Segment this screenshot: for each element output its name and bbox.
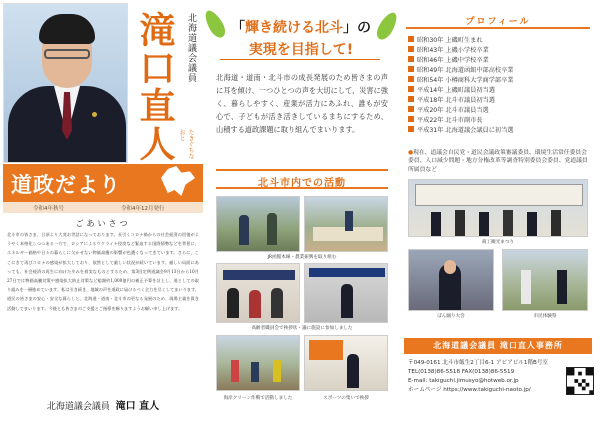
- office-address: 〒049-0161 北斗市飯生2丁目6-1 アビアビル1階B号室: [408, 360, 549, 366]
- activities-header-label: 北斗市内での活動: [258, 178, 346, 189]
- office-header-label: 北海道議会議員 滝口直人事務所: [433, 341, 563, 350]
- newsletter-banner: [3, 164, 203, 202]
- name-kana: たきぐちなおと: [178, 129, 194, 159]
- slogan-highlight: 輝き続ける北斗: [245, 20, 343, 36]
- activity-caption-3: 海岸クリーン作戦で活動しました: [223, 396, 293, 401]
- office-website[interactable]: ホームページ https://www.takiguchi-naoto.jp/: [408, 387, 531, 393]
- photo-caption-3: 市民体験祭: [533, 314, 557, 319]
- slogan: [218, 17, 384, 61]
- issue-number: 令和4年秋号: [33, 206, 64, 212]
- profile-header-label: プロフィール: [465, 17, 531, 27]
- activity-caption-1: JR函館本線・農業振興を取り組む: [267, 255, 337, 260]
- activity-caption-2: 高齢者職員会で挨拶状・議に施設に参加しました: [251, 326, 353, 331]
- issue-info: [3, 202, 203, 213]
- left-panel: [3, 3, 203, 421]
- qr-code-icon[interactable]: [566, 367, 594, 395]
- photo-caption-1: 商工観光まつり: [481, 240, 515, 245]
- slogan-line2: 実現を目指して!: [248, 42, 354, 58]
- slogan-underline: [220, 59, 380, 60]
- portrait-photo: [3, 3, 128, 163]
- name-heading: [133, 11, 177, 163]
- photo-caption-2: ぼん踊り大会: [437, 314, 465, 319]
- office-email[interactable]: E-mail: takiguchi.jimusyo@hotweb.or.jp: [408, 378, 519, 384]
- name-title-block: [131, 5, 203, 163]
- activity-photo-field: [304, 196, 388, 252]
- activity-photo-speech: [304, 263, 388, 323]
- banner-title: 道政だより: [11, 172, 121, 197]
- activity-photo-beach-cleanup: [216, 335, 300, 391]
- hokkaido-map-icon: [161, 166, 195, 196]
- greeting-title: ごあいさつ: [75, 219, 131, 228]
- photo-shoko-festival: [408, 179, 588, 237]
- issue-date: 令和4年12月発行: [121, 206, 165, 212]
- name-family: 滝口: [134, 11, 176, 87]
- activity-photo-sports: [304, 335, 388, 391]
- office-header: [404, 338, 592, 354]
- office-tel: TEL(0138)86-5518 FAX(0138)86-5519: [408, 369, 515, 375]
- name-given: 直人: [134, 87, 176, 163]
- activity-photo-farm: [216, 196, 300, 252]
- office-info: [408, 359, 558, 395]
- signature: [3, 397, 203, 412]
- activity-photo-meeting: [216, 263, 300, 323]
- middle-panel: [206, 3, 396, 421]
- greeting-text: 北斗市の皆さま、日頃より大変お世話になっております。長引くコロナ禍からの社会経済の回復がようやく本格化しつつある一方で、ロシアによるウクライナ侵攻など緊迫する国際情勢などを背景に、エネルギー価格や日々の暮らしに欠かせない物価高騰の影響が色濃くなってきています。さらに、ここにきて再びコロナの感染が拡大しており、依然として厳しい状況が続いています。厳しい局面にあっても、社会経済の再生に向けた歩みを着実なものとするため、第3回定例道議会9月13日から10月27日では物価高騰対策や感染拡大防止対策など総額約1,000億円の補正予算を計上し、道としての取り組みを一層進めています。私は引き続き、地域の声を道政に届けるべく全力を尽くしてまいります。道民の皆さまの安心・安全な暮らしと、北海道・道南・北斗市の更なる発展のため、現場主義を貫き活動してまいります。今後とも皆さまのご支援とご指導を賜りますようお願い申し上げます。: [7, 232, 199, 311]
- right-panel: プロフィール 昭和30年 上磯町生まれ 昭和43年 上磯小学校卒業 昭和46年 上磯中学校卒業 昭和49年 北海道函館中部高校卒業 昭和54年 小樽商科大学商学部卒業 平成14年 上磯町議員初当選 平成18年 北斗市議員初当選 平成20年 北斗市議員当選 平成22年 北斗市副市長 平成31年 北海道議会議員に初当選 ●現在、道議会自民党・道民会議政策審議委員、環境生活常任委員会委員、人口減少問題・地方分権改革等調査特別委員会委員、党道議員所属員など 商工観光まつり ぼん踊り大会 市民体験祭 北海道議会議員 滝口直人事務所 〒049-0161 北斗市飯生2丁目6-1 アビアビル1階B号室 TEL(0138)86-5518 FAX(0138)86-5519 E-mail: takiguchi.jimusyo@hotweb.or.jp ホームページ https://www.takiguchi-naoto.jp/: [398, 3, 597, 421]
- message-body: 北海道・道南・北斗市の成長発展のため皆さまの声に耳を傾け、一つひとつの声を大切にして、災害に強く、暮らしやすく、産業が活力にあふれ、誰もが安心で、子どもが活き活きしているまちにするため、山積する道政課題に取り組んでまいります。: [216, 73, 388, 134]
- profile-header: [406, 13, 590, 29]
- profile-note: ●現在、道議会自民党・道民会議政策審議委員、環境生活常任委員会委員、人口減少問題・地方分権改革等調査特別委員会委員、党道議員所属員など: [408, 150, 588, 173]
- photo-citizen-festival: [502, 249, 588, 311]
- signature-name: 滝口 直人: [115, 401, 160, 412]
- activity-caption-4: スポーツの集いで挨拶: [323, 396, 369, 401]
- slogan-line1: 「輝き続ける北斗」の: [231, 20, 371, 36]
- photo-bon-odori: [408, 249, 494, 311]
- assembly-label: 北海道議会議員: [186, 13, 196, 83]
- profile-note-text: 現在、道議会自民党・道民会議政策審議委員、環境生活常任委員会委員、人口減少問題・地方分権改革等調査特別委員会委員、党道議員所属員など: [408, 150, 588, 173]
- activities-header: [216, 169, 388, 189]
- signature-title: 北海道議会議員: [46, 402, 110, 412]
